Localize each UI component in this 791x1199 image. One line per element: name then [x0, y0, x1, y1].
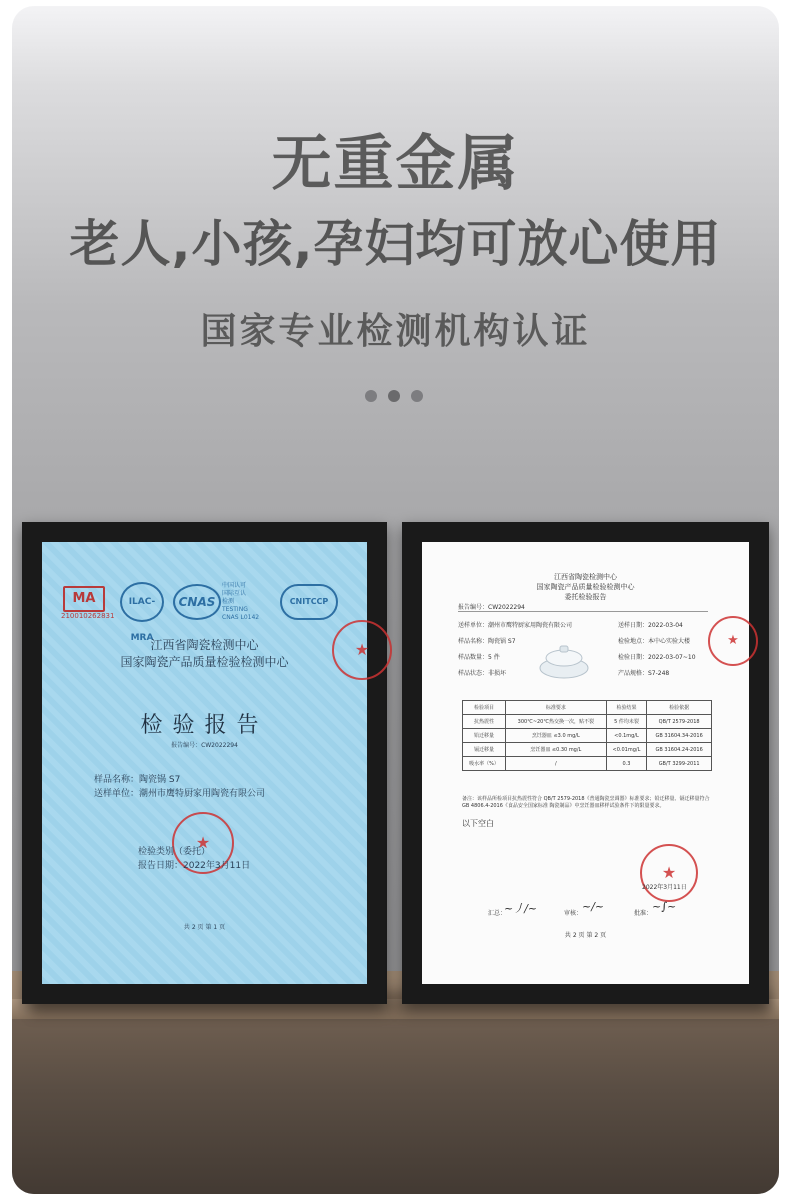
- signature-review: ~/~: [582, 900, 605, 913]
- report-title: 检验报告: [140, 713, 269, 738]
- cma-number: 210010262831: [61, 612, 115, 620]
- cnitccp-logo: CNITCCP: [280, 584, 338, 620]
- table-header: 检验项目 标准要求 检验结果 检验依据: [463, 701, 712, 715]
- table-row: 铅迁移量 烹饪器皿 ≤3.0 mg/L <0.1mg/L GB 31604.34-2016: [463, 729, 712, 743]
- seal-stamp-icon: ★: [708, 616, 758, 666]
- carousel-dots: [365, 390, 435, 404]
- table-row: 吸水率（%） / 0.3 GB/T 3299-2011: [463, 757, 712, 771]
- field-sender: 送样单位：潮州市鹰特厨家用陶瓷有限公司: [458, 622, 573, 629]
- carousel-dot[interactable]: [411, 390, 423, 402]
- remark-text: 备注：该样品所检项目抗热震性符合 QB/T 2579-2018《普通陶瓷烹调器》标准要求；铅迁移量、镉迁移量符合 GB 4806.4-2016《食品安全国家标准 陶瓷制品》中烹饪器皿移样试验条件下的限量要求。: [462, 796, 710, 809]
- page-number: 共 2 页 第 1 页: [183, 924, 226, 931]
- cnas-text: 中国认可 国际互认 检测 TESTING CNAS L0142: [222, 582, 260, 621]
- cma-logo: MA: [63, 586, 105, 612]
- certificate-frame-left: [22, 522, 387, 1004]
- certificate-report-page: [422, 542, 749, 984]
- field-sample-name: 样品名称：陶瓷锅 S7: [458, 638, 516, 645]
- field-sample-state: 样品状态：非损坏: [458, 670, 507, 677]
- org-name-line1: 江西省陶瓷检测中心: [150, 638, 259, 652]
- org-name-line2: 国家陶瓷产品质量检验检测中心: [536, 583, 635, 591]
- headline-tagline: 国家专业检测机构认证: [200, 311, 591, 352]
- doc-title: 委托检验报告: [564, 593, 607, 601]
- certificate-cover: [42, 542, 370, 984]
- seal-stamp-icon: ★: [172, 812, 234, 874]
- signature-summary: ~丿/~: [504, 902, 538, 915]
- table-row: 镉迁移量 烹饪器皿 ≤0.30 mg/L <0.01mg/L GB 31604.24-2016: [463, 743, 712, 757]
- carousel-dot-active[interactable]: [388, 390, 400, 402]
- seal-stamp-icon: ★: [332, 620, 392, 680]
- stamp-date: 2022年3月11日: [642, 884, 687, 891]
- carousel-dot[interactable]: [365, 390, 377, 402]
- pot-image: [534, 640, 594, 680]
- org-name-line2: 国家陶瓷产品质量检验检测中心: [120, 655, 289, 669]
- report-number: 报告编号：CW2022294: [171, 742, 238, 749]
- test-type: 检验类别（委托）: [138, 847, 211, 857]
- headline-subtitle: 老人,小孩,孕妇均可放心使用: [69, 215, 722, 273]
- field-test-date: 检验日期：2022-03-07~10: [618, 654, 696, 661]
- certificate-frame-right: [402, 522, 769, 1004]
- ilac-mra-logo: ILAC-MRA: [120, 582, 164, 622]
- field-send-date: 送样日期：2022-03-04: [618, 622, 683, 629]
- page-number: 共 2 页 第 2 页: [564, 932, 607, 939]
- table-row: 抗热震性 300℃~20℃热交换一次，贴不裂 5 件均未裂 QB/T 2579-2018: [463, 715, 712, 729]
- seal-stamp-icon: ★: [640, 844, 698, 902]
- product-detail-banner: [12, 6, 779, 1194]
- sender-unit: 送样单位：潮州市鹰特厨家用陶瓷有限公司: [94, 789, 266, 799]
- sample-name: 样品名称：陶瓷锅 S7: [94, 775, 181, 785]
- sign-label-review: 审核：: [564, 910, 583, 917]
- cnas-logo: CNAS: [173, 584, 221, 620]
- sign-label-approve: 批准：: [634, 910, 653, 917]
- field-spec: 产品规格：S7-248: [618, 670, 670, 677]
- sign-label-summary: 汇总：: [488, 910, 507, 917]
- report-date: 报告日期：2022年3月11日: [138, 861, 251, 871]
- signature-approve: ~∫~: [652, 900, 677, 913]
- field-test-place: 检验地点：本中心实验大楼: [618, 638, 691, 645]
- field-sample-qty: 样品数量：5 件: [458, 654, 500, 661]
- headline-title: 无重金属: [271, 129, 520, 199]
- test-result-table: [462, 700, 712, 771]
- org-name-line1: 江西省陶瓷检测中心: [554, 573, 617, 581]
- blank-note: 以下空白: [462, 819, 494, 828]
- report-number: 报告编号：CW2022294: [458, 602, 708, 612]
